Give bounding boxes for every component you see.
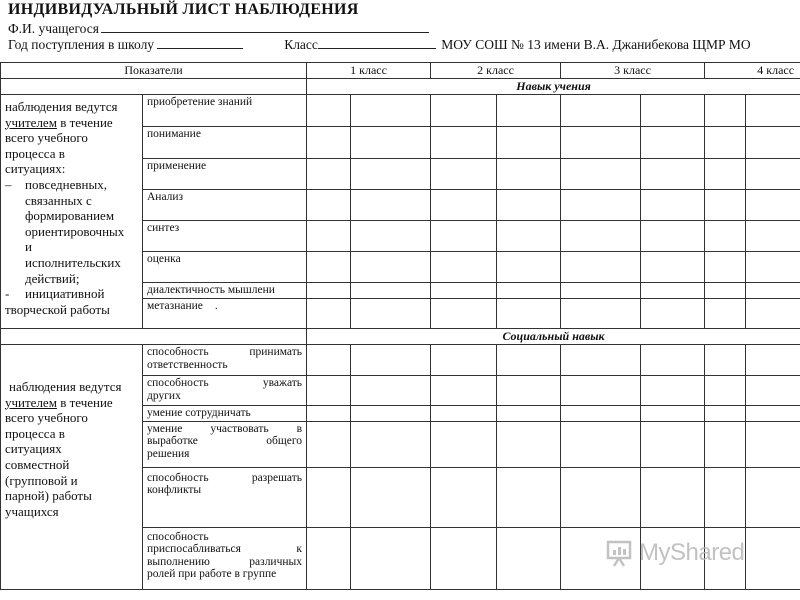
grade-cell[interactable] bbox=[641, 283, 705, 299]
student-name-blank bbox=[101, 19, 429, 33]
grade-cell[interactable] bbox=[561, 345, 641, 376]
grade-cell[interactable] bbox=[497, 467, 561, 527]
grade-cell[interactable] bbox=[431, 299, 497, 329]
grade-cell[interactable] bbox=[307, 527, 351, 589]
admission-line bbox=[8, 35, 800, 53]
indicator-label: Анализ bbox=[143, 190, 307, 221]
school-name: МОУ СОШ № 13 имени В.А. Джанибекова ЩМР МО bbox=[441, 37, 751, 52]
indicator-label: умение участвовать в выработке общего решения bbox=[143, 421, 307, 467]
indicator-label: диалектичность мышлени bbox=[143, 283, 307, 299]
grade-cell[interactable] bbox=[746, 345, 800, 376]
grade-cell[interactable] bbox=[351, 127, 431, 159]
column-header-row bbox=[1, 63, 800, 79]
section-title-social: Социальный навык bbox=[307, 329, 800, 345]
grade-cell[interactable] bbox=[307, 221, 351, 252]
class-1-header: 1 класс bbox=[307, 63, 431, 79]
grade-cell[interactable] bbox=[307, 159, 351, 190]
grade-cell[interactable] bbox=[641, 376, 705, 406]
grade-cell[interactable] bbox=[705, 406, 746, 422]
grade-cell[interactable] bbox=[705, 95, 746, 127]
grade-cell[interactable] bbox=[497, 95, 561, 127]
grade-cell[interactable] bbox=[497, 406, 561, 422]
class-label: Класс bbox=[284, 37, 318, 52]
section-description-learning: наблюдения ведутся учителем в течение всего учебного процесса в ситуациях: – повседневных, связанных с формированием ориентировочных и исполнительских действий; - инициативной творческой работы bbox=[1, 95, 143, 329]
grade-cell[interactable] bbox=[431, 527, 497, 589]
grade-cell[interactable] bbox=[746, 299, 800, 329]
grade-cell[interactable] bbox=[351, 527, 431, 589]
grade-cell[interactable] bbox=[641, 252, 705, 283]
section-header-social bbox=[1, 329, 800, 345]
grade-cell[interactable] bbox=[351, 159, 431, 190]
grade-cell[interactable] bbox=[307, 127, 351, 159]
grade-cell[interactable] bbox=[497, 527, 561, 589]
indicator-label: способность уважать других bbox=[143, 376, 307, 406]
grade-cell[interactable] bbox=[705, 283, 746, 299]
table-row bbox=[1, 345, 800, 376]
grade-cell[interactable] bbox=[705, 421, 746, 467]
grade-cell[interactable] bbox=[641, 95, 705, 127]
grade-cell[interactable] bbox=[307, 283, 351, 299]
indicator-label: синтез bbox=[143, 221, 307, 252]
grade-cell[interactable] bbox=[497, 299, 561, 329]
observation-table bbox=[0, 62, 800, 590]
indicator-label: умение сотрудничать bbox=[143, 406, 307, 422]
grade-cell[interactable] bbox=[561, 127, 641, 159]
grade-cell[interactable] bbox=[307, 421, 351, 467]
grade-cell[interactable] bbox=[705, 467, 746, 527]
indicator-label: способность разрешать конфликты bbox=[143, 467, 307, 527]
grade-cell[interactable] bbox=[307, 299, 351, 329]
grade-cell[interactable] bbox=[561, 299, 641, 329]
grade-cell[interactable] bbox=[497, 421, 561, 467]
grade-cell[interactable] bbox=[307, 345, 351, 376]
grade-cell[interactable] bbox=[431, 190, 497, 221]
grade-cell[interactable] bbox=[746, 467, 800, 527]
grade-cell[interactable] bbox=[351, 406, 431, 422]
grade-cell[interactable] bbox=[705, 252, 746, 283]
grade-cell[interactable] bbox=[705, 345, 746, 376]
grade-cell[interactable] bbox=[431, 252, 497, 283]
grade-cell[interactable] bbox=[431, 406, 497, 422]
grade-cell[interactable] bbox=[351, 299, 431, 329]
grade-cell[interactable] bbox=[641, 467, 705, 527]
indicator-label: приобретение знаний bbox=[143, 95, 307, 127]
grade-cell[interactable] bbox=[746, 221, 800, 252]
grade-cell[interactable] bbox=[497, 159, 561, 190]
grade-cell[interactable] bbox=[746, 421, 800, 467]
grade-cell[interactable] bbox=[746, 376, 800, 406]
section-header-learning bbox=[1, 79, 800, 95]
class-4-header: 4 класс bbox=[705, 63, 800, 79]
grade-cell[interactable] bbox=[351, 376, 431, 406]
presentation-board-icon bbox=[605, 538, 635, 568]
grade-cell[interactable] bbox=[641, 299, 705, 329]
grade-cell[interactable] bbox=[641, 406, 705, 422]
indicators-header: Показатели bbox=[1, 63, 307, 79]
grade-cell[interactable] bbox=[307, 252, 351, 283]
grade-cell[interactable] bbox=[431, 376, 497, 406]
indicator-label: способность принимать ответственность bbox=[143, 345, 307, 376]
grade-cell[interactable] bbox=[705, 221, 746, 252]
grade-cell[interactable] bbox=[746, 283, 800, 299]
grade-cell[interactable] bbox=[497, 345, 561, 376]
indicator-label: понимание bbox=[143, 127, 307, 159]
grade-cell[interactable] bbox=[351, 252, 431, 283]
document-title: ИНДИВИДУАЛЬНЫЙ ЛИСТ НАБЛЮДЕНИЯ bbox=[8, 1, 359, 18]
grade-cell[interactable] bbox=[351, 467, 431, 527]
grade-cell[interactable] bbox=[307, 190, 351, 221]
grade-cell[interactable] bbox=[431, 467, 497, 527]
grade-cell[interactable] bbox=[705, 299, 746, 329]
grade-cell[interactable] bbox=[746, 95, 800, 127]
grade-cell[interactable] bbox=[431, 159, 497, 190]
grade-cell[interactable] bbox=[431, 127, 497, 159]
grade-cell[interactable] bbox=[561, 421, 641, 467]
section-title-learning: Навык учения bbox=[307, 79, 800, 95]
grade-cell[interactable] bbox=[705, 190, 746, 221]
table-row bbox=[1, 95, 800, 127]
grade-cell[interactable] bbox=[351, 345, 431, 376]
grade-cell[interactable] bbox=[746, 406, 800, 422]
grade-cell[interactable] bbox=[351, 221, 431, 252]
grade-cell[interactable] bbox=[561, 252, 641, 283]
grade-cell[interactable] bbox=[641, 421, 705, 467]
grade-cell[interactable] bbox=[705, 376, 746, 406]
grade-cell[interactable] bbox=[641, 221, 705, 252]
class-3-header: 3 класс bbox=[561, 63, 705, 79]
indicator-label: способность приспосабливаться к выполнению различных ролей при работе в группе bbox=[143, 527, 307, 589]
admission-year-blank bbox=[157, 35, 243, 49]
grade-cell[interactable] bbox=[641, 190, 705, 221]
grade-cell[interactable] bbox=[497, 221, 561, 252]
grade-cell[interactable] bbox=[561, 283, 641, 299]
grade-cell[interactable] bbox=[641, 345, 705, 376]
grade-cell[interactable] bbox=[561, 221, 641, 252]
grade-cell[interactable] bbox=[561, 376, 641, 406]
grade-cell[interactable] bbox=[351, 95, 431, 127]
grade-cell[interactable] bbox=[497, 376, 561, 406]
grade-cell[interactable] bbox=[561, 95, 641, 127]
grade-cell[interactable] bbox=[641, 159, 705, 190]
grade-cell[interactable] bbox=[431, 221, 497, 252]
section-description-social: наблюдения ведутся учителем в течение всего учебного процесса в ситуациях совместной (групповой и парной) работы учащихся bbox=[1, 345, 143, 590]
grade-cell[interactable] bbox=[561, 467, 641, 527]
watermark bbox=[605, 537, 775, 569]
grade-cell[interactable] bbox=[641, 127, 705, 159]
grade-cell[interactable] bbox=[431, 283, 497, 299]
grade-cell[interactable] bbox=[705, 159, 746, 190]
grade-cell[interactable] bbox=[307, 406, 351, 422]
indicator-label: применение bbox=[143, 159, 307, 190]
grade-cell[interactable] bbox=[746, 159, 800, 190]
grade-cell[interactable] bbox=[431, 421, 497, 467]
grade-cell[interactable] bbox=[431, 345, 497, 376]
grade-cell[interactable] bbox=[746, 127, 800, 159]
grade-cell[interactable] bbox=[307, 95, 351, 127]
grade-cell[interactable] bbox=[307, 467, 351, 527]
grade-cell[interactable] bbox=[351, 190, 431, 221]
grade-cell[interactable] bbox=[431, 95, 497, 127]
grade-cell[interactable] bbox=[746, 190, 800, 221]
grade-cell[interactable] bbox=[561, 159, 641, 190]
grade-cell[interactable] bbox=[497, 283, 561, 299]
grade-cell[interactable] bbox=[351, 421, 431, 467]
grade-cell[interactable] bbox=[497, 190, 561, 221]
student-name-label: Ф.И. учащегося bbox=[8, 21, 99, 36]
class-2-header: 2 класс bbox=[431, 63, 561, 79]
grade-cell[interactable] bbox=[746, 252, 800, 283]
class-blank bbox=[318, 35, 436, 49]
grade-cell[interactable] bbox=[307, 376, 351, 406]
grade-cell[interactable] bbox=[497, 252, 561, 283]
indicator-label: оценка bbox=[143, 252, 307, 283]
grade-cell[interactable] bbox=[497, 127, 561, 159]
grade-cell[interactable] bbox=[705, 127, 746, 159]
admission-year-label: Год поступления в школу bbox=[8, 37, 155, 52]
watermark-text: MyShared bbox=[639, 539, 745, 566]
grade-cell[interactable] bbox=[561, 406, 641, 422]
indicator-label: метазнание . bbox=[143, 299, 307, 329]
grade-cell[interactable] bbox=[351, 283, 431, 299]
grade-cell[interactable] bbox=[561, 190, 641, 221]
